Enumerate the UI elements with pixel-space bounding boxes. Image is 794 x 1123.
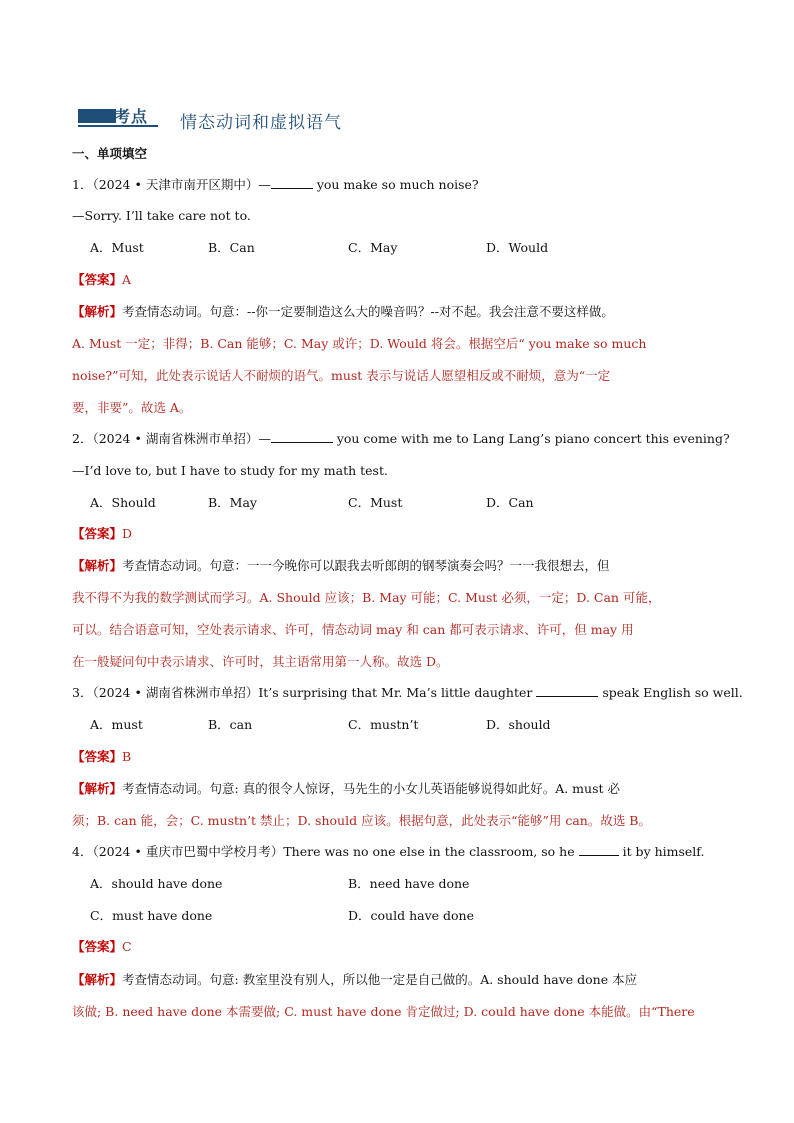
analysis-text: 考查情态动词。句意：--你一定要制造这么大的噪音吗？--对不起。我会注意不要这样做。: [122, 304, 614, 319]
question-3-stem-prefix: 3．（2024 • 湖南省株洲市单招）It’s surprising that Mr. Ma’s little daughter: [72, 685, 537, 700]
question-2-analysis-line-1: [72, 556, 610, 576]
question-4-option-b: B．need have done: [348, 876, 470, 891]
analysis-label: 【解析】: [72, 781, 123, 796]
answer-value: A: [122, 272, 132, 287]
question-3-option-a: A．must: [90, 717, 143, 732]
question-2-answer: [72, 524, 132, 544]
analysis-text: 考查情态动词。句意：一一今晚你可以跟我去听郎朗的钢琴演奏会吗？一一我很想去，但: [122, 558, 610, 573]
question-2-analysis-line-4: 在一般疑问句中表示请求、许可时，其主语常用第一人称。故选 D。: [72, 654, 449, 669]
analysis-text: 考查情态动词。句意: 教室里没有别人，所以他一定是自己做的。A. should have done 本应: [122, 972, 638, 987]
question-3-analysis-line-2: 须；B. can 能，会；C. mustn’t 禁止；D. should 应该。根据句意，此处表示“能够”用 can。故选 B。: [72, 813, 651, 828]
question-1-stem: [72, 175, 479, 195]
question-3-option-b: B．can: [208, 717, 253, 732]
answer-label: 【答案】: [72, 939, 123, 954]
question-4-option-c: C．must have done: [90, 908, 213, 923]
question-4-answer: [72, 937, 132, 957]
answer-value: D: [122, 526, 133, 541]
question-1-blank: [271, 176, 313, 189]
answer-label: 【答案】: [72, 526, 123, 541]
question-1-analysis-line-3: noise?”可知，此处表示说话人不耐烦的语气。must 表示与说话人愿望相反或不耐烦，意为“一定: [72, 368, 611, 383]
question-4-stem-prefix: 4．（2024 • 重庆市巴蜀中学校月考）There was no one else in the classroom, so he: [72, 844, 579, 859]
question-3-stem: [72, 683, 743, 703]
question-2-analysis-line-2: 我不得不为我的数学测试而学习。A. Should 应该；B. May 可能；C. Must 必须，一定；D. Can 可能，: [72, 590, 661, 605]
question-4-stem: [72, 842, 704, 862]
question-1-option-d: D．Would: [486, 240, 549, 255]
question-2-option-d: D．Can: [486, 495, 534, 510]
question-1-stem-suffix: you make so much noise?: [312, 177, 479, 192]
answer-label: 【答案】: [72, 749, 123, 764]
question-1-option-c: C．May: [348, 240, 398, 255]
question-3-blank: [536, 684, 598, 697]
question-1-stem-prefix: 1．（2024 • 天津市南开区期中）—: [72, 177, 271, 192]
analysis-label: 【解析】: [72, 558, 123, 573]
question-2-stem: [72, 429, 730, 449]
answer-label: 【答案】: [72, 272, 123, 287]
question-3-answer: [72, 747, 131, 767]
question-1-option-a: A．Must: [90, 240, 144, 255]
question-2-stem-prefix: 2．（2024 • 湖南省株洲市单招）—: [72, 431, 271, 446]
topic-header: [76, 100, 716, 132]
question-4-analysis-line-2: 该做; B. need have done 本需要做; C. must have done 肯定做过; D. could have done 本能做。由“There: [72, 1004, 695, 1019]
question-3-option-c: C．mustn’t: [348, 717, 419, 732]
answer-value: C: [122, 939, 132, 954]
analysis-text: 考查情态动词。句意: 真的很令人惊讶，马先生的小女儿英语能够说得如此好。A. must 必: [122, 781, 620, 796]
question-1-answer: [72, 270, 131, 290]
question-3-option-d: D．should: [486, 717, 551, 732]
analysis-label: 【解析】: [72, 304, 123, 319]
question-2-stem-suffix: you come with me to Lang Lang’s piano concert this evening?: [332, 431, 730, 446]
analysis-label: 【解析】: [72, 972, 123, 987]
question-4-stem-suffix: it by himself.: [618, 844, 705, 859]
section-title: 一、单项填空: [72, 146, 148, 161]
badge-label: 考点: [114, 107, 149, 126]
question-4-option-a: A．should have done: [90, 876, 223, 891]
question-2-analysis-line-3: 可以。结合语意可知，空处表示请求、许可，情态动词 may 和 can 都可表示请求、许可，但 may 用: [72, 622, 634, 637]
question-3-analysis-line-1: [72, 779, 620, 799]
topic-badge: [76, 104, 158, 126]
question-2-dialogue-line: —I’d love to, but I have to study for my math test.: [72, 463, 388, 478]
answer-value: B: [122, 749, 132, 764]
question-1-dialogue-line: —Sorry. I’ll take care not to.: [72, 208, 251, 223]
question-1-analysis-line-2: A. Must 一定；非得；B. Can 能够；C. May 或许；D. Would 将会。根据空后“ you make so much: [72, 336, 647, 351]
question-4-analysis-line-1: [72, 970, 637, 990]
question-2-blank: [271, 430, 333, 443]
badge-bar-decoration: [78, 109, 116, 123]
question-2-option-c: C．Must: [348, 495, 403, 510]
question-2-option-b: B．May: [208, 495, 257, 510]
question-1-option-b: B．Can: [208, 240, 255, 255]
question-2-option-a: A．Should: [90, 495, 156, 510]
question-4-blank: [579, 843, 619, 856]
question-4-option-d: D．could have done: [348, 908, 474, 923]
topic-title: 情态动词和虚拟语气: [180, 113, 342, 133]
question-1-analysis-line-4: 要，非要”。故选 A。: [72, 400, 192, 415]
question-3-stem-suffix: speak English so well.: [598, 685, 743, 700]
question-1-analysis-line-1: [72, 302, 614, 322]
